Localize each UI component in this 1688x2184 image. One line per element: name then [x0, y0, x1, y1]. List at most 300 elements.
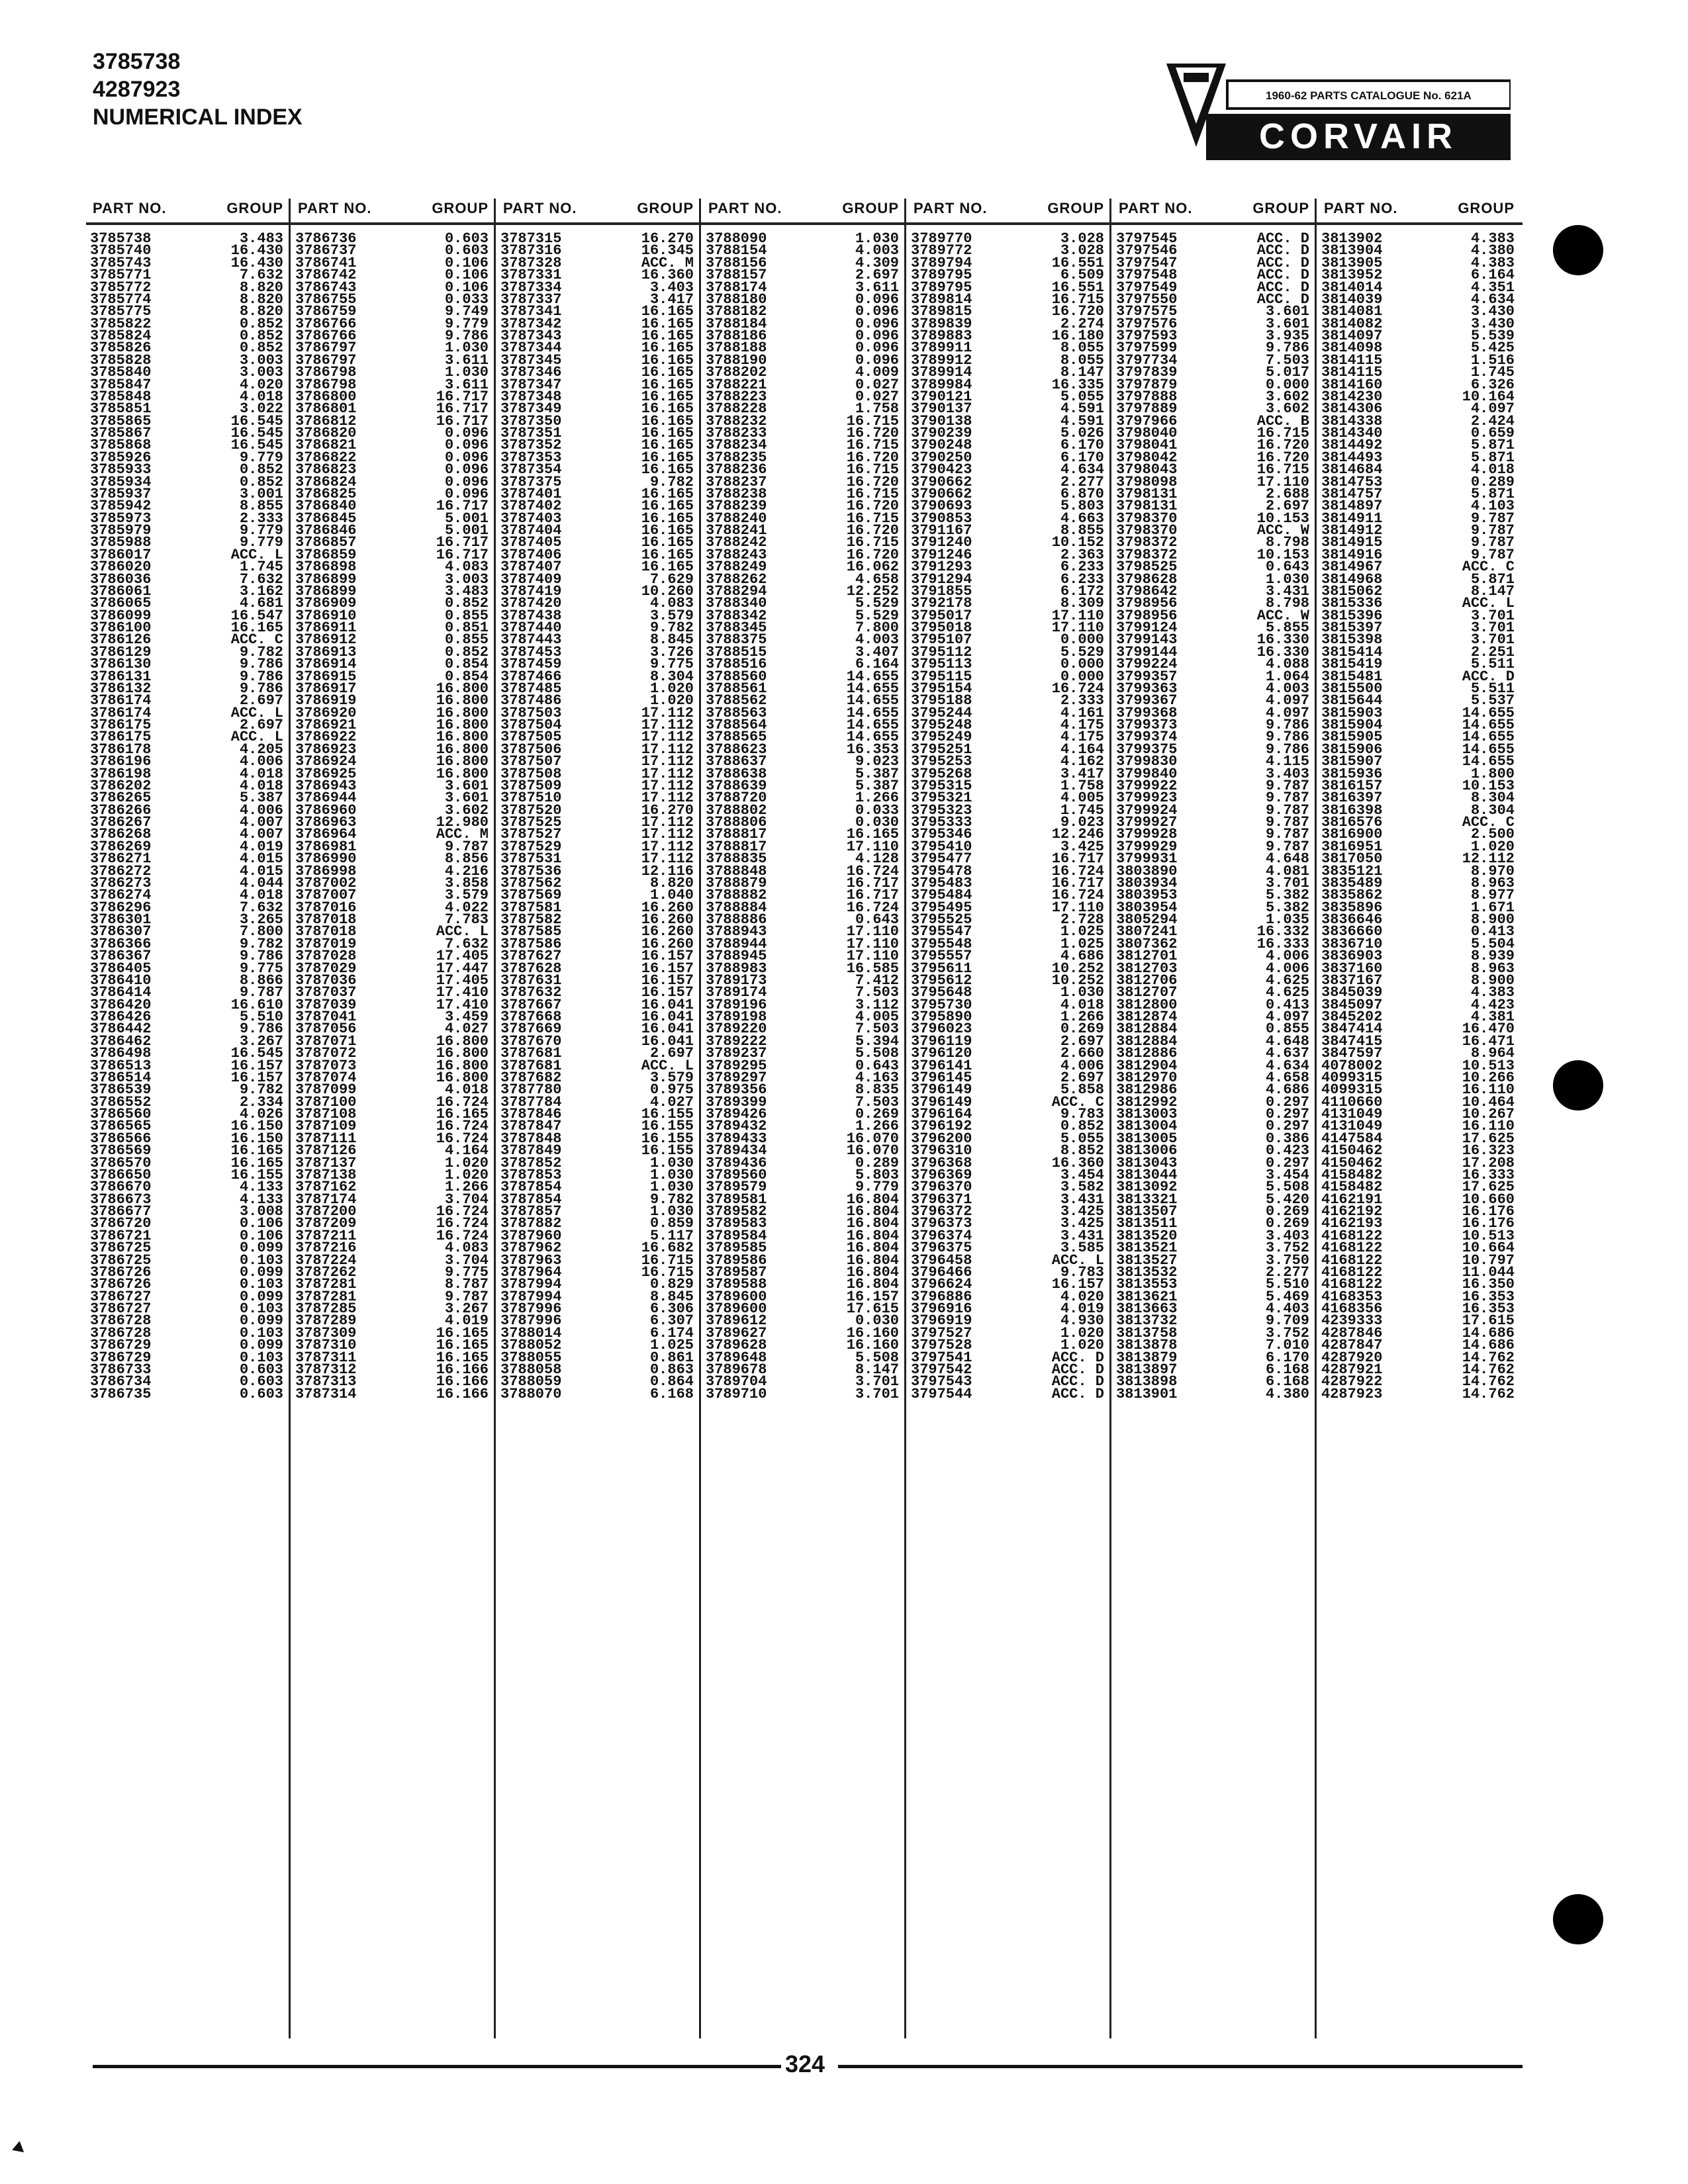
- group-number: 8.304: [1470, 790, 1515, 807]
- group-number: 1.025: [1060, 935, 1104, 952]
- group-number: ACC. D: [1256, 254, 1309, 271]
- group-number: 16.804: [846, 1276, 899, 1293]
- group-number: 16.165: [641, 376, 694, 393]
- group-number: 16.800: [436, 729, 489, 746]
- part-number: 3787504: [500, 717, 562, 733]
- group-number: 3.611: [444, 376, 489, 393]
- part-number: 3786307: [90, 923, 152, 940]
- group-number: 9.786: [239, 948, 283, 965]
- group-number: 14.762: [1462, 1373, 1515, 1390]
- group-number: 1.800: [1470, 765, 1515, 782]
- group-number: 16.157: [846, 1288, 899, 1305]
- group-number: 4.018: [239, 777, 283, 794]
- group-number: 8.900: [1470, 911, 1515, 928]
- part-number: 3787016: [295, 899, 357, 916]
- group-number: 6.174: [649, 1324, 694, 1342]
- group-number: 4.423: [1470, 996, 1515, 1013]
- group-number: 1.030: [444, 364, 489, 381]
- part-number: 3795410: [911, 838, 972, 855]
- group-number: 8.855: [239, 498, 283, 515]
- group-number: 17.112: [641, 826, 694, 843]
- part-number: 3813507: [1116, 1203, 1178, 1220]
- binder-hole-icon: [1553, 1894, 1603, 1944]
- group-number: 0.297: [1265, 1093, 1309, 1111]
- group-number: 16.166: [436, 1361, 489, 1378]
- part-number: 3799373: [1116, 717, 1178, 733]
- part-number: 3788249: [706, 559, 767, 576]
- part-number: 3786899: [295, 582, 357, 600]
- part-number: 3786820: [295, 425, 357, 441]
- group-number: 0.852: [444, 595, 489, 612]
- group-number: 0.851: [444, 619, 489, 636]
- part-number: 3786670: [90, 1179, 152, 1196]
- group-number: 16.800: [436, 753, 489, 770]
- group-number: 8.820: [239, 279, 283, 296]
- group-number: 0.423: [1265, 1142, 1309, 1160]
- part-number: 3813905: [1321, 254, 1383, 271]
- group-number: 6.509: [1060, 267, 1104, 284]
- part-number: 3786565: [90, 1118, 152, 1135]
- group-number: 3.601: [444, 790, 489, 807]
- group-number: 0.269: [1060, 1021, 1104, 1038]
- part-number: 3786798: [295, 376, 357, 393]
- group-number: 16.717: [436, 412, 489, 430]
- group-number: 4.015: [239, 862, 283, 880]
- part-number: 3788184: [706, 315, 767, 332]
- group-number: 3.403: [1265, 765, 1309, 782]
- part-number: 3795244: [911, 704, 972, 721]
- group-number: 9.786: [1265, 340, 1309, 357]
- part-number: 3786677: [90, 1203, 152, 1220]
- group-number: 2.277: [1060, 473, 1104, 490]
- group-number: 9.779: [239, 534, 283, 551]
- column-rows: [496, 230, 702, 1402]
- part-number: 3814753: [1321, 473, 1383, 490]
- group-number: 1.030: [649, 1166, 694, 1183]
- group-number: 17.447: [436, 960, 489, 977]
- part-number: 3789582: [706, 1203, 767, 1220]
- group-number: 9.786: [239, 668, 283, 685]
- part-number: 3785865: [90, 412, 152, 430]
- part-number: 3836660: [1321, 923, 1383, 940]
- group-number: 4.097: [1470, 400, 1515, 418]
- group-number: 16.160: [846, 1337, 899, 1354]
- part-number: 3795249: [911, 729, 972, 746]
- group-number: 16.804: [846, 1227, 899, 1244]
- part-number: 3812706: [1116, 972, 1178, 989]
- group-number: 3.611: [855, 279, 899, 296]
- group-number: 16.720: [1256, 437, 1309, 454]
- table-row: [702, 1385, 907, 1402]
- group-number: 4.097: [1265, 692, 1309, 709]
- part-number: 3786824: [295, 473, 357, 490]
- part-number: 3785740: [90, 242, 152, 259]
- part-number: 3789912: [911, 351, 972, 369]
- group-number: ACC. B: [1256, 412, 1309, 430]
- group-number: 16.353: [846, 741, 899, 758]
- part-number: 3791240: [911, 534, 972, 551]
- table-row: [291, 1385, 496, 1402]
- group-number: ACC. D: [1256, 267, 1309, 284]
- group-number: 0.413: [1265, 996, 1309, 1013]
- group-number: 4.005: [1060, 790, 1104, 807]
- part-number: 3789560: [706, 1166, 767, 1183]
- part-number: 3789795: [911, 267, 972, 284]
- part-number: 3789984: [911, 376, 972, 393]
- group-number: 14.762: [1462, 1361, 1515, 1378]
- group-number: 3.579: [649, 1069, 694, 1086]
- part-number: 3786943: [295, 777, 357, 794]
- group-number: 8.845: [649, 631, 694, 649]
- part-number: 3787100: [295, 1093, 357, 1111]
- group-number: 9.023: [1060, 814, 1104, 831]
- part-number: 3814039: [1321, 291, 1383, 308]
- part-number: 3813732: [1116, 1312, 1178, 1330]
- part-number: 3812886: [1116, 1045, 1178, 1062]
- part-number: 3788806: [706, 814, 767, 831]
- part-number: 3796371: [911, 1191, 972, 1208]
- group-number: 0.106: [444, 254, 489, 271]
- group-number: 4.083: [444, 559, 489, 576]
- group-number: 16.545: [230, 412, 283, 430]
- group-number: 17.110: [1256, 473, 1309, 490]
- part-number: 3786846: [295, 522, 357, 539]
- part-number: 3790138: [911, 412, 972, 430]
- group-number: 16.165: [641, 400, 694, 418]
- part-number: 3815481: [1321, 668, 1383, 685]
- part-number: 3786132: [90, 680, 152, 697]
- group-number: 1.020: [649, 680, 694, 697]
- part-number: 3789600: [706, 1288, 767, 1305]
- group-number: 16.720: [846, 473, 899, 490]
- part-number: 3795113: [911, 656, 972, 673]
- part-number: 3787341: [500, 303, 562, 320]
- group-number: 6.170: [1060, 449, 1104, 466]
- group-number: 0.099: [239, 1337, 283, 1354]
- part-number: 3787585: [500, 923, 562, 940]
- part-number: 3798370: [1116, 510, 1178, 527]
- part-number: 3799363: [1116, 680, 1178, 697]
- part-number: 3786178: [90, 741, 152, 758]
- part-number: 3786570: [90, 1154, 152, 1171]
- part-number: 3797527: [911, 1324, 972, 1342]
- part-number: 3798642: [1116, 582, 1178, 600]
- part-number: 3786301: [90, 911, 152, 928]
- group-number: 3.602: [444, 801, 489, 819]
- part-number: 3814967: [1321, 559, 1383, 576]
- part-number: 3786742: [295, 267, 357, 284]
- group-number: 0.603: [239, 1361, 283, 1378]
- group-number: 16.585: [846, 960, 899, 977]
- group-number: 6.172: [1060, 582, 1104, 600]
- part-number: 3813005: [1116, 1130, 1178, 1147]
- group-number: 16.041: [641, 1009, 694, 1025]
- group-number: 8.820: [649, 874, 694, 891]
- group-number: 16.165: [641, 388, 694, 405]
- group-number: 0.643: [1265, 559, 1309, 576]
- part-number: 3788070: [500, 1385, 562, 1402]
- group-number: 3.750: [1265, 1251, 1309, 1269]
- group-number: 3.601: [1265, 315, 1309, 332]
- part-number: 3787409: [500, 570, 562, 588]
- part-number: 3790662: [911, 473, 972, 490]
- group-number: 16.165: [641, 412, 694, 430]
- group-number: 12.112: [1462, 850, 1515, 868]
- part-number: 3813663: [1116, 1300, 1178, 1317]
- group-number: 4.686: [1265, 1081, 1309, 1099]
- group-number: 16.800: [436, 1057, 489, 1074]
- group-number: 3.003: [239, 351, 283, 369]
- part-number: 3836710: [1321, 935, 1383, 952]
- group-number: 10.664: [1462, 1240, 1515, 1257]
- part-number: 3788182: [706, 303, 767, 320]
- group-number: 14.655: [846, 668, 899, 685]
- group-number: 16.150: [230, 1118, 283, 1135]
- group-number: 3.162: [239, 582, 283, 600]
- part-number: 3787345: [500, 351, 562, 369]
- part-number: 3795253: [911, 753, 972, 770]
- part-number: 3799840: [1116, 765, 1178, 782]
- group-number: 4.027: [649, 1093, 694, 1111]
- group-number: 17.112: [641, 838, 694, 855]
- group-number: 1.745: [239, 559, 283, 576]
- part-number: 3795477: [911, 850, 972, 868]
- part-number: 3795730: [911, 996, 972, 1013]
- part-number: 3787631: [500, 972, 562, 989]
- group-header: GROUP: [1252, 200, 1309, 216]
- part-number: 4158482: [1321, 1179, 1383, 1196]
- group-number: 9.782: [649, 473, 694, 490]
- part-number: 3788515: [706, 643, 767, 660]
- group-number: 7.010: [1265, 1337, 1309, 1354]
- group-number: 3.425: [1060, 838, 1104, 855]
- part-number: 3786266: [90, 801, 152, 819]
- part-number: 3790662: [911, 485, 972, 502]
- index-column: [1317, 196, 1523, 2036]
- part-number: 3786552: [90, 1093, 152, 1111]
- part-number: 3797546: [1116, 242, 1178, 259]
- part-number: 3786131: [90, 668, 152, 685]
- part-number: 3786296: [90, 899, 152, 916]
- group-number: 0.099: [239, 1240, 283, 1257]
- part-number: 3845097: [1321, 996, 1383, 1013]
- part-number: 4150462: [1321, 1154, 1383, 1171]
- part-number: 3789237: [706, 1045, 767, 1062]
- table-row: [1317, 1385, 1523, 1402]
- group-number: 17.112: [641, 850, 694, 868]
- column-rows: [907, 230, 1112, 1402]
- group-number: 3.579: [649, 607, 694, 624]
- group-number: 0.854: [444, 656, 489, 673]
- part-number: 4158482: [1321, 1166, 1383, 1183]
- part-number: 3787041: [295, 1009, 357, 1025]
- index-column: [496, 196, 702, 2036]
- group-number: 0.103: [239, 1251, 283, 1269]
- part-number: 3786269: [90, 838, 152, 855]
- part-number: 3796370: [911, 1179, 972, 1196]
- table-row: [86, 1385, 291, 1402]
- group-number: 2.697: [239, 717, 283, 733]
- part-number: 3787007: [295, 887, 357, 904]
- part-number: 3787126: [295, 1142, 357, 1160]
- group-header: GROUP: [842, 200, 899, 216]
- group-number: 4.019: [444, 1312, 489, 1330]
- part-number: 4168122: [1321, 1251, 1383, 1269]
- part-number: 3788237: [706, 473, 767, 490]
- group-number: 7.412: [855, 972, 899, 989]
- part-number: 3786410: [90, 972, 152, 989]
- part-number: 3789883: [911, 328, 972, 344]
- part-number: 3787682: [500, 1069, 562, 1086]
- group-number: 16.110: [1462, 1081, 1515, 1099]
- part-number: 3786736: [295, 230, 357, 247]
- part-number: 3796624: [911, 1276, 972, 1293]
- group-number: 4.164: [1060, 741, 1104, 758]
- header-rule: [86, 222, 1523, 225]
- part-number: 3789678: [706, 1361, 767, 1378]
- group-number: 9.749: [444, 303, 489, 320]
- part-number: 3788516: [706, 656, 767, 673]
- part-number: 3786922: [295, 729, 357, 746]
- part-number: 4287922: [1321, 1373, 1383, 1390]
- part-number: 3787056: [295, 1021, 357, 1038]
- part-number: 3815904: [1321, 717, 1383, 733]
- part-number: 3788228: [706, 400, 767, 418]
- part-number: 3787281: [295, 1276, 357, 1293]
- part-number: 3797839: [1116, 364, 1178, 381]
- part-number: 3796373: [911, 1215, 972, 1232]
- group-number: 16.551: [1051, 254, 1104, 271]
- part-number: 3791167: [911, 522, 972, 539]
- part-number: 3814306: [1321, 400, 1383, 418]
- group-number: 5.858: [1060, 1081, 1104, 1099]
- part-number: 3835862: [1321, 887, 1383, 904]
- group-number: ACC. D: [1256, 242, 1309, 259]
- numerical-index-table: [86, 196, 1523, 2039]
- part-number: 3788886: [706, 911, 767, 928]
- part-number: 3787569: [500, 887, 562, 904]
- part-number: 3807362: [1116, 935, 1178, 952]
- group-number: 14.655: [846, 717, 899, 733]
- part-number: 3786825: [295, 485, 357, 502]
- group-number: 4.648: [1265, 850, 1309, 868]
- part-number: 3787669: [500, 1021, 562, 1038]
- part-number: 3786964: [295, 826, 357, 843]
- group-number: 9.786: [1265, 729, 1309, 746]
- part-number: 3788221: [706, 376, 767, 393]
- group-number: 10.267: [1462, 1106, 1515, 1122]
- part-number: 3789583: [706, 1215, 767, 1232]
- part-number: 3799374: [1116, 729, 1178, 746]
- group-number: 3.022: [239, 400, 283, 418]
- part-number: 3785979: [90, 522, 152, 539]
- part-number: 3815419: [1321, 656, 1383, 673]
- part-number: 3813879: [1116, 1349, 1178, 1366]
- group-number: 16.157: [230, 1057, 283, 1074]
- part-number: 3789581: [706, 1191, 767, 1208]
- part-number: 3787162: [295, 1179, 357, 1196]
- group-number: 17.112: [641, 814, 694, 831]
- group-number: 1.064: [1265, 668, 1309, 685]
- group-number: 4.634: [1470, 291, 1515, 308]
- part-number: 3795648: [911, 984, 972, 1001]
- part-number: 3803953: [1116, 887, 1178, 904]
- part-number: 3790423: [911, 461, 972, 478]
- part-number: 3786899: [295, 570, 357, 588]
- group-number: 16.720: [846, 498, 899, 515]
- part-number: 3787402: [500, 498, 562, 515]
- part-number: 3786560: [90, 1106, 152, 1122]
- group-number: 3.454: [1060, 1166, 1104, 1183]
- part-number: 3812703: [1116, 960, 1178, 977]
- group-number: 9.787: [1265, 814, 1309, 831]
- group-number: 0.269: [855, 1106, 899, 1122]
- group-number: 5.529: [855, 607, 899, 624]
- part-number: 4168353: [1321, 1288, 1383, 1305]
- part-number: 3813897: [1116, 1361, 1178, 1378]
- part-number: 3787018: [295, 911, 357, 928]
- part-number: 3788156: [706, 254, 767, 271]
- group-number: 0.852: [444, 643, 489, 660]
- group-number: 16.070: [846, 1142, 899, 1160]
- part-number: 3786998: [295, 862, 357, 880]
- part-number: 3786912: [295, 631, 357, 649]
- part-no-header: PART NO.: [1119, 200, 1193, 216]
- group-number: 3.425: [1060, 1203, 1104, 1220]
- part-number: 3813902: [1321, 230, 1383, 247]
- group-number: 8.939: [1470, 948, 1515, 965]
- part-number: 3786539: [90, 1081, 152, 1099]
- group-number: 16.715: [1256, 425, 1309, 441]
- group-number: 16.165: [641, 546, 694, 563]
- group-number: 5.529: [1060, 643, 1104, 660]
- group-number: 16.165: [641, 328, 694, 344]
- part-number: 3789436: [706, 1154, 767, 1171]
- part-number: 3796919: [911, 1312, 972, 1330]
- part-number: 4131049: [1321, 1106, 1383, 1122]
- group-number: 9.787: [1470, 546, 1515, 563]
- part-number: 3788342: [706, 607, 767, 624]
- part-number: 3787137: [295, 1154, 357, 1171]
- group-number: 0.975: [649, 1081, 694, 1099]
- group-number: 3.431: [1060, 1227, 1104, 1244]
- part-number: 3786267: [90, 814, 152, 831]
- part-number: 3787780: [500, 1081, 562, 1099]
- group-header: GROUP: [1047, 200, 1104, 216]
- group-number: 16.715: [846, 437, 899, 454]
- part-number: 3813621: [1116, 1288, 1178, 1305]
- group-number: 16.545: [230, 425, 283, 441]
- group-number: 5.871: [1470, 437, 1515, 454]
- part-number: 3798043: [1116, 461, 1178, 478]
- part-number: 3815397: [1321, 619, 1383, 636]
- part-number: 3787440: [500, 619, 562, 636]
- part-number: 3786755: [295, 291, 357, 308]
- part-number: 3785926: [90, 449, 152, 466]
- part-number: 3796916: [911, 1300, 972, 1317]
- group-header: GROUP: [432, 200, 489, 216]
- group-number: 16.800: [436, 717, 489, 733]
- group-number: 17.110: [1051, 899, 1104, 916]
- group-number: 16.165: [436, 1337, 489, 1354]
- group-number: 4.625: [1265, 972, 1309, 989]
- part-number: 3787109: [295, 1118, 357, 1135]
- part-number: 3815903: [1321, 704, 1383, 721]
- group-number: 16.165: [230, 1142, 283, 1160]
- group-number: 16.160: [846, 1324, 899, 1342]
- group-number: 3.267: [239, 1032, 283, 1050]
- group-number: ACC. D: [1256, 279, 1309, 296]
